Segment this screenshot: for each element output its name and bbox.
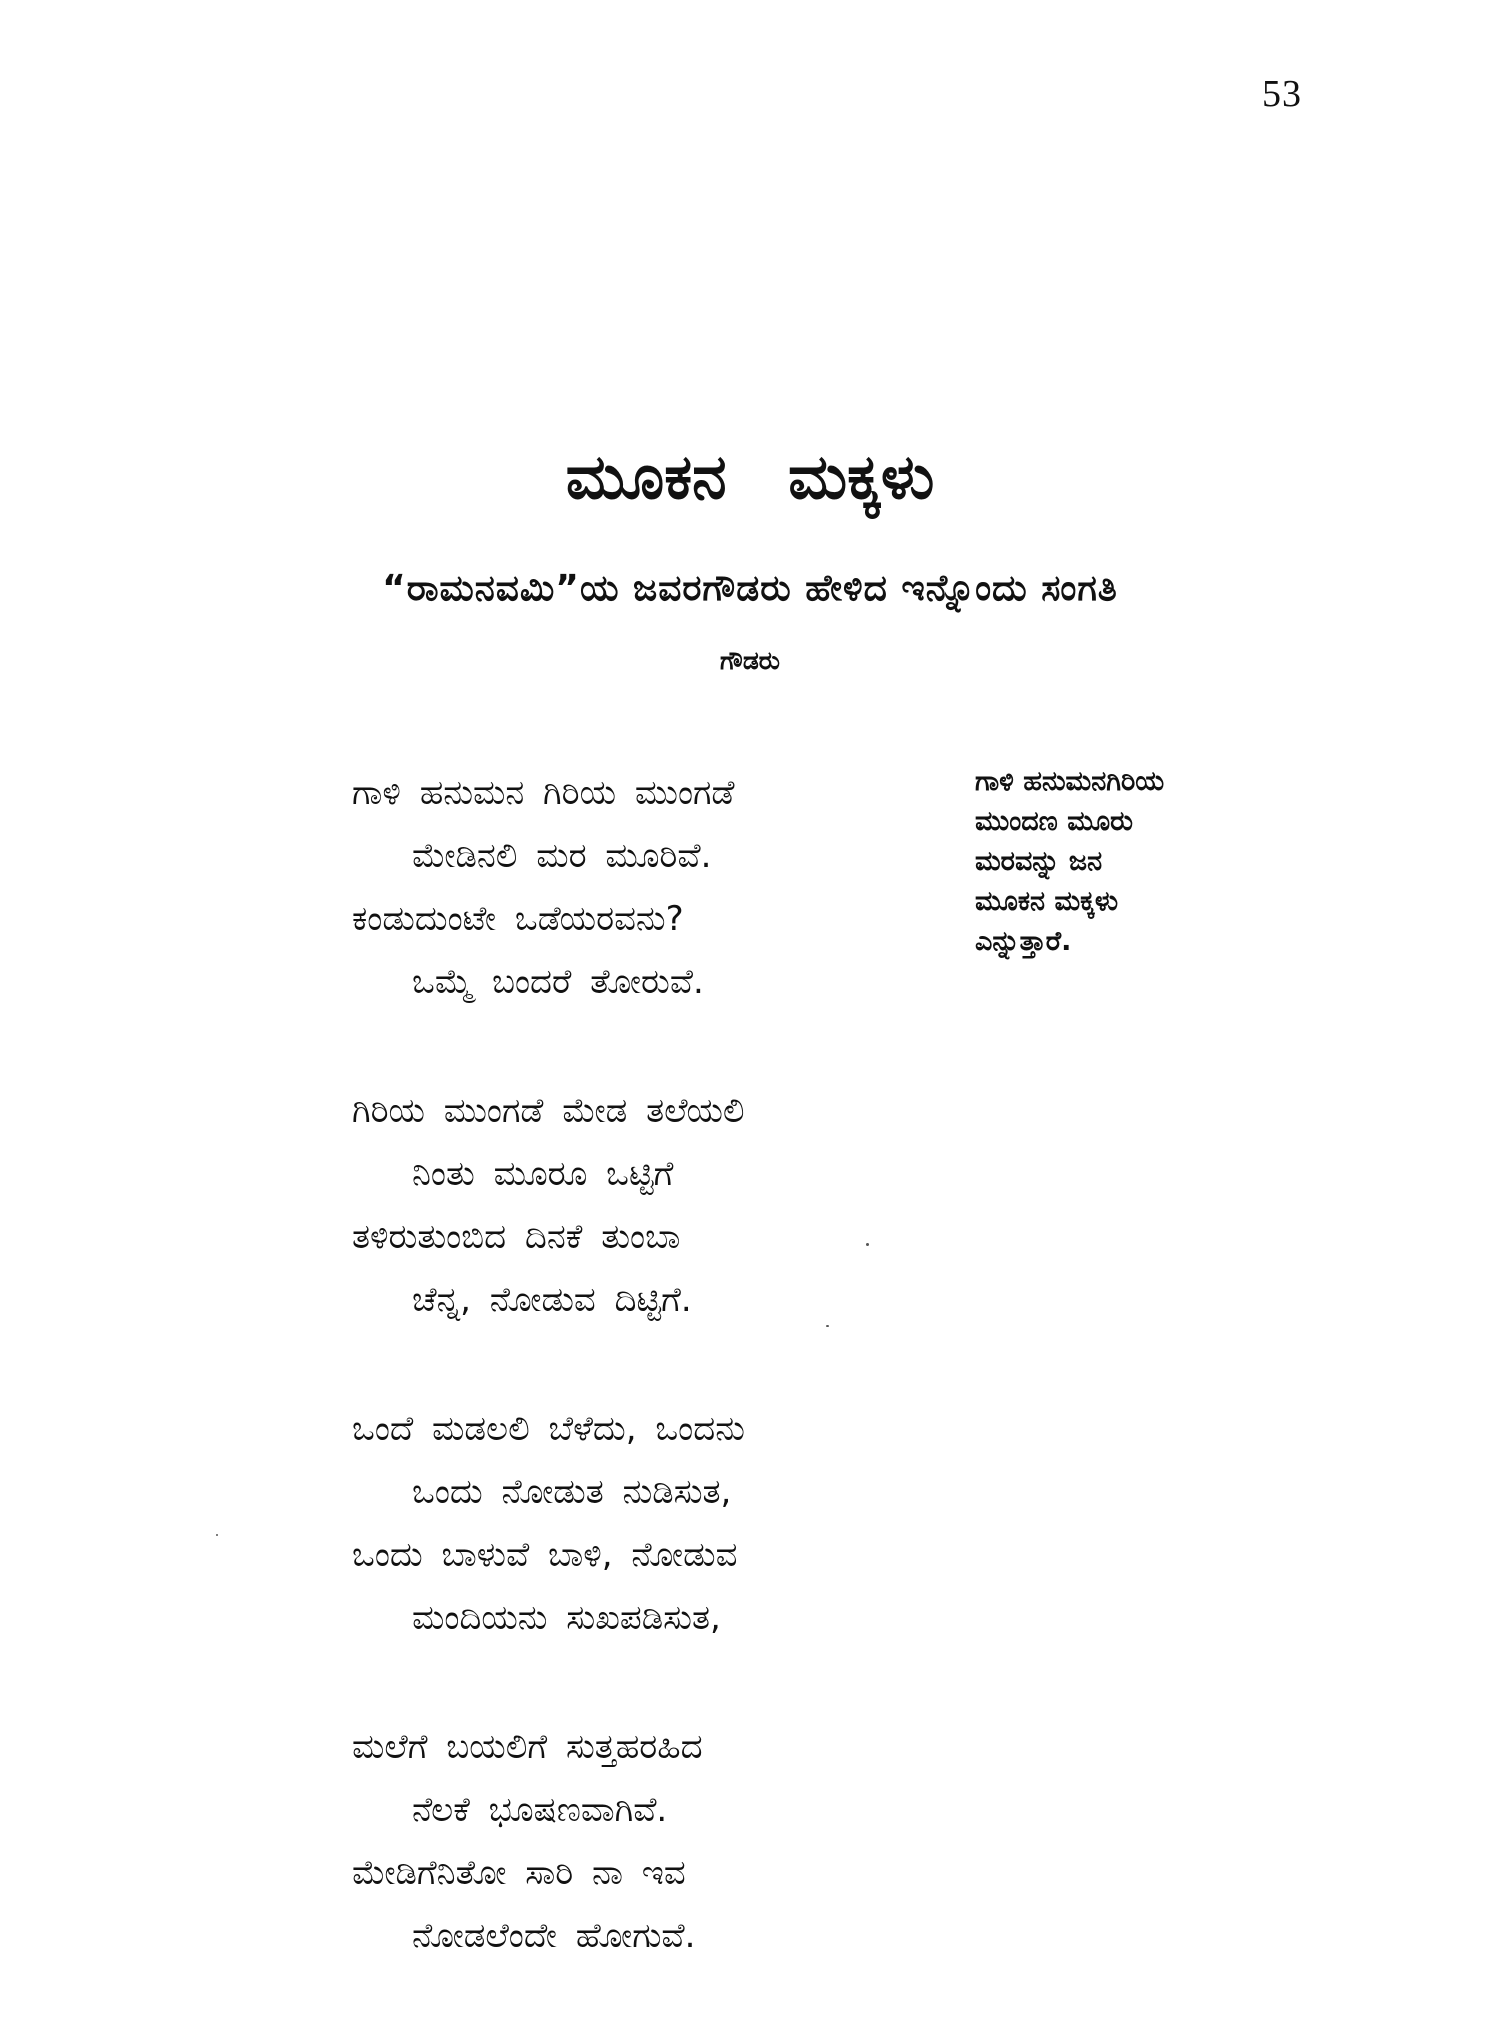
margin-note-line: ಗಾಳಿ ಹನುಮನಗಿರಿಯ xyxy=(975,766,1165,797)
author: ಗೌಡರು xyxy=(720,646,780,675)
margin-note-line: ಮುಂದಣ ಮೂರು xyxy=(975,806,1133,837)
stanza-4 xyxy=(352,1716,952,1968)
poem-line: ಮಲೆಗೆ ಬಯಲಿಗೆ ಸುತ್ತಹರಹಿದ xyxy=(352,1727,703,1767)
poem-line: ತಳಿರುತುಂಬಿದ ದಿನಕೆ ತುಂಬಾ xyxy=(352,1217,681,1257)
poem-line: ನೋಡಲೆಂದೇ ಹೋಗುವೆ. xyxy=(412,1916,696,1956)
poem-line: ಚೆನ್ನ, ನೋಡುವ ದಿಟ್ಟಿಗೆ. xyxy=(412,1280,692,1320)
poem-line: ಕಂಡುದುಂಟೇ ಒಡೆಯರವನು? xyxy=(352,899,684,939)
stanza-3 xyxy=(352,1398,952,1650)
poem-line: ಒಂದೆ ಮಡಲಲಿ ಬೆಳೆದು, ಒಂದನು xyxy=(352,1409,745,1449)
poem-line: ಗಾಳಿ ಹನುಮನ ಗಿರಿಯ ಮುಂಗಡೆ xyxy=(352,773,735,813)
page-number: 53 xyxy=(1262,73,1302,115)
poem-line: ನೆಲಕೆ ಭೂಷಣವಾಗಿವೆ. xyxy=(412,1790,668,1830)
scan-speck xyxy=(826,1325,829,1327)
poem xyxy=(352,762,952,2034)
poem-line: ಒಮ್ಮೆ ಬಂದರೆ ತೋರುವೆ. xyxy=(412,962,704,1002)
margin-note-line: ಮೂಕನ ಮಕ್ಕಳು xyxy=(975,886,1119,917)
margin-note-line: ಎನ್ನುತ್ತಾರೆ. xyxy=(975,926,1072,957)
poem-line: ಒಂದು ನೋಡುತ ನುಡಿಸುತ, xyxy=(412,1472,732,1512)
page-title: ಮೂಕನ ಮಕ್ಕಳು xyxy=(565,440,935,513)
subtitle: “ರಾಮನವಮಿ”ಯ ಜವರಗೌಡರು ಹೇಳಿದ ಇನ್ನೊಂದು ಸಂಗತಿ xyxy=(382,568,1118,609)
poem-line: ನಿಂತು ಮೂರೂ ಒಟ್ಟಿಗೆ xyxy=(412,1154,674,1194)
margin-note xyxy=(975,762,1295,962)
poem-line: ಮೇಡಿಗೆನಿತೋ ಸಾರಿ ನಾ ಇವ xyxy=(352,1853,686,1893)
stanza-1 xyxy=(352,762,952,1014)
poem-line: ಒಂದು ಬಾಳುವೆ ಬಾಳಿ, ನೋಡುವ xyxy=(352,1535,738,1575)
scan-speck xyxy=(216,1534,218,1536)
stanza-2 xyxy=(352,1080,952,1332)
scan-speck xyxy=(866,1243,869,1246)
poem-line: ಮಂದಿಯನು ಸುಖಪಡಿಸುತ, xyxy=(412,1598,721,1638)
poem-line: ಗಿರಿಯ ಮುಂಗಡೆ ಮೇಡ ತಲೆಯಲಿ xyxy=(352,1091,745,1131)
poem-line: ಮೇಡಿನಲಿ ಮರ ಮೂರಿವೆ. xyxy=(412,836,712,876)
margin-note-line: ಮರವನ್ನು ಜನ xyxy=(975,846,1103,877)
